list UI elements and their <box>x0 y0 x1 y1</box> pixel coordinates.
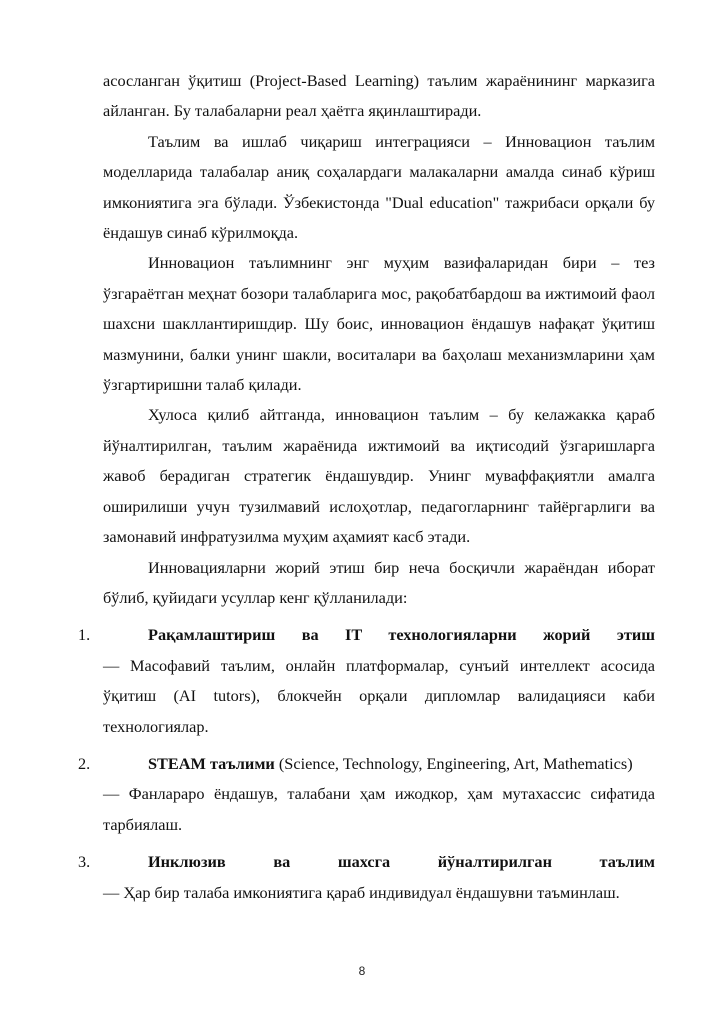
list-item-title: Рақамлаштириш ва IT технологияларни жорий этиш <box>148 625 655 645</box>
list-item-title: STEAM таълими <box>148 753 275 773</box>
paragraph-integration: Таълим ва ишлаб чиқариш интеграцияси – Инновацион таълим моделларида талабалар аниқ соҳалардаги малакаларни амалда синаб кўриш имкониятига эга бўлади. Ўзбекистонда "Dual education" тажрибаси орқали бу ёндашув синаб кўрилмоқда. <box>103 131 655 243</box>
list-number: 2. <box>78 753 91 773</box>
list-item-title-rest: (Science, Technology, Engineering, Art, Mathematics) <box>278 753 633 773</box>
list-item-heading <box>103 749 655 779</box>
document-page <box>78 66 655 908</box>
paragraph-pbl: асосланган ўқитиш (Project-Based Learning) таълим жараёнининг марказига айланган. Бу талабаларни реал ҳаётга яқинлаштиради. <box>103 71 655 121</box>
list-item-inclusive <box>78 847 655 908</box>
list-number: 1. <box>78 625 91 645</box>
list-item-heading <box>103 847 655 877</box>
page-number: 8 <box>358 964 366 978</box>
paragraph-innovation-tasks: Инновацион таълимнинг энг муҳим вазифаларидан бири – тез ўзгараётган меҳнат бозори талабларига мос, рақобатбардош ва ижтимоий фаол шахсни шакллантиришдир. Шу боис, инновацион ёндашув нафақат ўқитиш мазмунини, балки унинг шакли, воситалари ва баҳолаш механизмларини ҳам ўзгартиришни талаб қилади. <box>103 253 655 395</box>
paragraph-methods-intro: Инновацияларни жорий этиш бир неча босқичли жараёндан иборат бўлиб, қуйидаги усуллар кенг қўлланилади: <box>103 557 655 607</box>
list-item-heading <box>103 620 655 650</box>
list-item-digitalization <box>78 620 655 742</box>
list-item-description: — Фанлараро ёндашув, талабани ҳам ижодкор, ҳам мутахассис сифатида тарбиялаш. <box>103 784 655 834</box>
list-item-title: Инклюзив ва шахсга йўналтирилган таълим <box>148 852 655 872</box>
list-item-steam <box>78 749 655 840</box>
list-number: 3. <box>78 852 91 872</box>
list-item-description: — Ҳар бир талаба имкониятига қараб индивидуал ёндашувни таъминлаш. <box>103 882 620 902</box>
list-item-description: — Масофавий таълим, онлайн платформалар, сунъий интеллект асосида ўқитиш (AI tutors), блокчейн орқали дипломлар валидацияси каби технологиялар. <box>103 655 655 736</box>
paragraph-conclusion: Хулоса қилиб айтганда, инновацион таълим – бу келажакка қараб йўналтирилган, таълим жараёнида ижтимоий ва иқтисодий ўзгаришларга жавоб берадиган стратегик ёндашувдир. Унинг муваффақиятли амалга оширилиши учун тузилмавий ислоҳотлар, педагогларнинг тайёргарлиги ва замонавий инфратузилма муҳим аҳамият касб этади. <box>103 405 655 547</box>
